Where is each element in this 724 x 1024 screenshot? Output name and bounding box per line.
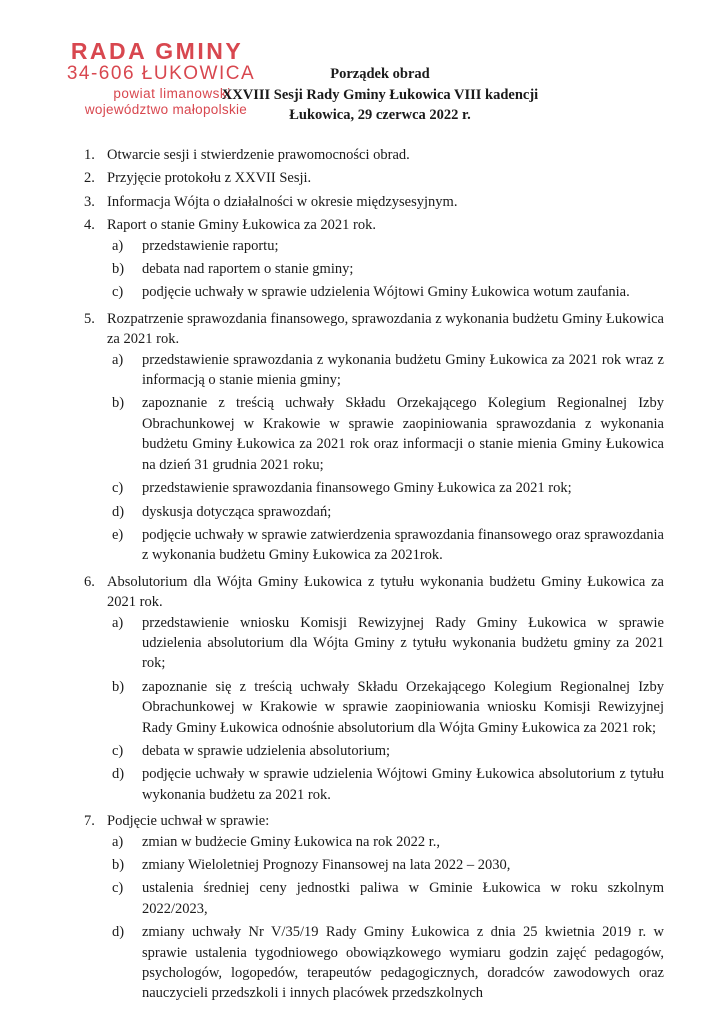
agenda-item-number: 2. (84, 170, 95, 187)
agenda-subitem (84, 764, 664, 805)
header-date: Łukowica, 29 czerwca 2022 r. (289, 107, 471, 123)
agenda-subitem (84, 922, 664, 1004)
agenda-subitem-letter: b) (112, 857, 125, 873)
agenda-subitem-text: przedstawienie wniosku Komisji Rewizyjnej Rady Gminy Łukowica w sprawie udzielenia absolutorium dla Wójta Gminy z tytułu wykonania budżetu gminy za 2021 rok; (142, 614, 664, 672)
agenda-subitem-letter: e) (112, 526, 124, 543)
agenda-subitem (84, 350, 664, 391)
agenda-item (84, 572, 664, 613)
agenda-subitem-letter: d) (112, 924, 125, 941)
agenda-list (84, 145, 664, 1010)
agenda-subitem-letter: c) (112, 480, 124, 497)
agenda-item-text: Raport o stanie Gminy Łukowica za 2021 rok. (107, 217, 376, 234)
agenda-subitem-text: przedstawienie sprawozdania finansowego Gminy Łukowica za 2021 rok; (142, 480, 572, 497)
agenda-subitem (84, 393, 664, 475)
agenda-subitem-text: zapoznanie z treścią uchwały Składu Orzekającego Kolegium Regionalnej Izby Obrachunkowej w Krakowie w sprawie zaopiniowania sprawozdania z wykonania budżetu Gminy Łukowica za 2021 rok oraz informacji o stanie mienia Gminy Łukowica na dzień 31 grudnia 2021 roku; (142, 395, 664, 473)
agenda-subitem (84, 282, 664, 302)
agenda-item-number: 3. (84, 193, 95, 210)
agenda-subitem (84, 855, 664, 875)
stamp-line-2: 34-606 ŁUKOWICA (66, 63, 256, 84)
agenda-subitem-text: przedstawienie raportu; (142, 237, 279, 254)
agenda-subitem-letter: a) (112, 237, 124, 254)
agenda-subitem-letter: a) (112, 833, 124, 850)
agenda-subitem-letter: a) (112, 614, 124, 631)
agenda-item-text: Rozpatrzenie sprawozdania finansowego, sprawozdania z wykonania budżetu Gminy Łukowica za 2021 rok. (107, 310, 664, 348)
agenda-subitem (84, 478, 664, 498)
agenda-item-text: Informacja Wójta o działalności w okresie międzysesyjnym. (107, 193, 458, 210)
stamp-line-3: powiat limanowski (113, 86, 231, 101)
agenda-item-text: Przyjęcie protokołu z XXVII Sesji. (107, 170, 312, 187)
agenda-subitem-text: zmian w budżecie Gminy Łukowica na rok 2022 r., (142, 833, 440, 850)
agenda-subitem-text: zmiany uchwały Nr V/35/19 Rady Gminy Łukowica z dnia 25 kwietnia 2019 r. w sprawie ustalenia tygodniowego obowiązkowego wymiaru godzin zajęć pedagogów, psychologów, logopedów, terapeutów pedagogicznych, doradców zawodowych oraz nauczycieli przedszkoli i innych placówek przedszkolnych (142, 924, 664, 1002)
agenda-subitem-text: zmiany Wieloletniej Prognozy Finansowej na lata 2022 – 2030, (142, 857, 511, 873)
agenda-subitem (84, 613, 664, 674)
stamp-line-4: województwo małopolskie (84, 102, 248, 117)
agenda-subitem-text: debata nad raportem o stanie gminy; (142, 261, 354, 278)
document-header (200, 64, 560, 126)
agenda-item (84, 145, 664, 165)
agenda-subitem-letter: c) (112, 284, 124, 301)
agenda-subitem (84, 502, 664, 522)
agenda-subitem-text: podjęcie uchwały w sprawie udzielenia Wójtowi Gminy Łukowica absolutorium z tytułu wykonania budżetu za 2021 rok. (142, 766, 664, 803)
agenda-item-number: 7. (84, 813, 95, 830)
agenda-item (84, 309, 664, 350)
agenda-subitem-letter: d) (112, 503, 125, 520)
agenda-subitem-text: dyskusja dotycząca sprawozdań; (142, 503, 332, 520)
agenda-item-text: Absolutorium dla Wójta Gminy Łukowica z tytułu wykonania budżetu Gminy Łukowica za 2021 rok. (107, 573, 664, 611)
agenda-item (84, 215, 664, 235)
agenda-subitem (84, 677, 664, 738)
agenda-subitem-text: podjęcie uchwały w sprawie udzielenia Wójtowi Gminy Łukowica wotum zaufania. (142, 284, 630, 301)
agenda-subitem-letter: b) (112, 261, 125, 278)
agenda-subitem (84, 878, 664, 919)
header-title: Porządek obrad (330, 66, 430, 82)
agenda-subitem (84, 259, 664, 279)
agenda-item-text: Otwarcie sesji i stwierdzenie prawomocności obrad. (107, 147, 410, 163)
agenda-item-number: 5. (84, 310, 95, 327)
agenda-subitem-text: ustalenia średniej ceny jednostki paliwa w Gminie Łukowica w roku szkolnym 2022/2023, (142, 880, 664, 917)
agenda-subitem (84, 832, 664, 852)
agenda-item-number: 4. (84, 217, 95, 234)
agenda-subitem-text: przedstawienie sprawozdania z wykonania budżetu Gminy Łukowica za 2021 rok wraz z informacją o stanie mienia gminy; (142, 351, 664, 389)
stamp-line-1: RADA GMINY (70, 38, 244, 64)
agenda-item (84, 811, 664, 831)
agenda-subitem (84, 236, 664, 256)
agenda-subitem (84, 741, 664, 761)
agenda-subitem-text: zapoznanie się z treścią uchwały Składu Orzekającego Kolegium Regionalnej Izby Obrachunkowej w Krakowie w sprawie zaopiniowania wniosku Komisji Rewizyjnej Rady Gminy Łukowica odnośnie absolutorium dla Wójta Gminy Łukowica za 2021 rok; (142, 678, 664, 736)
agenda-subitem (84, 525, 664, 566)
agenda-subitem-text: debata w sprawie udzielenia absolutorium; (142, 742, 391, 759)
agenda-subitem-letter: d) (112, 766, 125, 783)
agenda-subitem-text: podjęcie uchwały w sprawie zatwierdzenia sprawozdania finansowego oraz sprawozdania z wykonania budżetu Gminy Łukowica za 2021rok. (142, 526, 664, 564)
agenda-subitem-letter: a) (112, 351, 124, 368)
agenda-item-number: 6. (84, 573, 95, 590)
agenda-item-text: Podjęcie uchwał w sprawie: (107, 813, 270, 830)
agenda-subitem-letter: b) (112, 678, 125, 695)
header-session: XXVIII Sesji Rady Gminy Łukowica VIII kadencji (221, 86, 539, 103)
agenda-item (84, 168, 664, 188)
agenda-item-number: 1. (84, 147, 95, 163)
agenda-subitem-letter: c) (112, 880, 124, 897)
agenda-item (84, 192, 664, 212)
agenda-subitem-letter: b) (112, 395, 125, 412)
agenda-subitem-letter: c) (112, 742, 124, 759)
